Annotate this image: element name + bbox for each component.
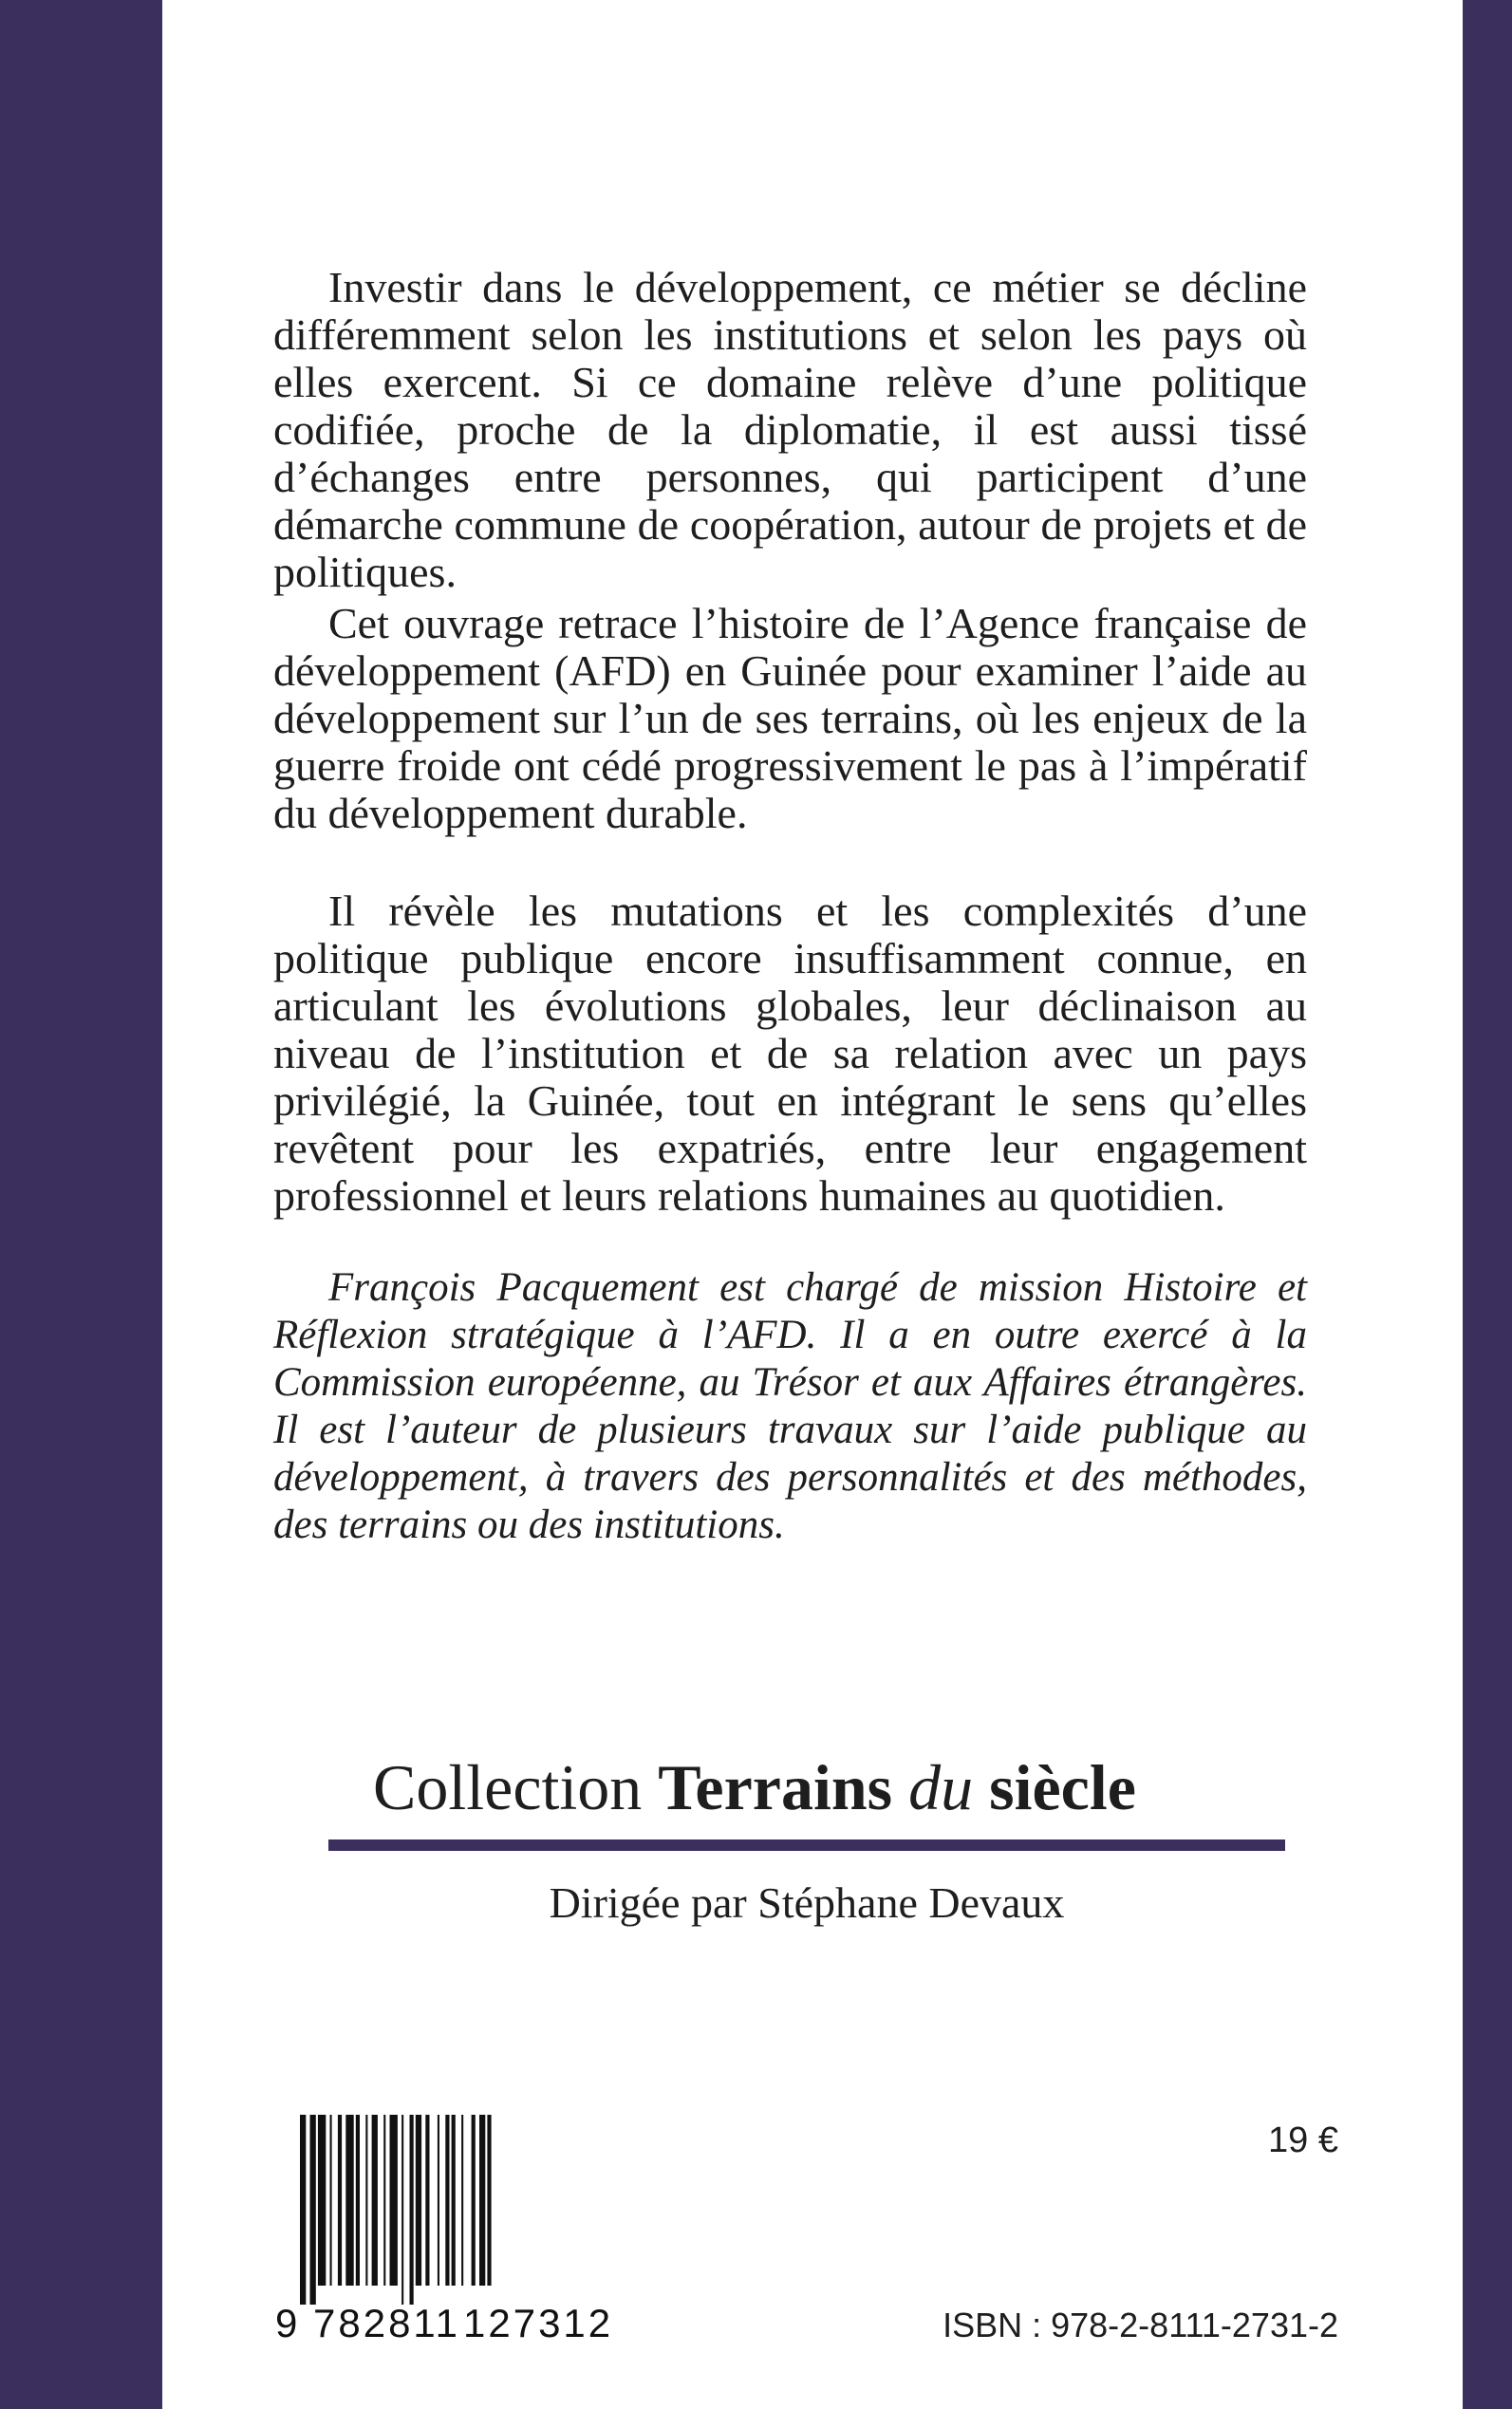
blurb-paragraph-1	[273, 264, 1307, 596]
price-label: 19 €	[1268, 2120, 1338, 2160]
barcode-bar	[300, 2115, 306, 2305]
blurb-paragraph-3	[273, 887, 1307, 1220]
author-bio	[273, 1264, 1307, 1549]
barcode-bar	[372, 2115, 378, 2286]
collection-divider	[328, 1839, 1285, 1851]
barcode-bar	[310, 2115, 316, 2305]
barcode-bar	[318, 2115, 326, 2286]
barcode-bar	[445, 2115, 449, 2286]
left-color-band	[0, 0, 162, 2409]
barcode-bar	[438, 2115, 439, 2286]
barcode-bar	[472, 2115, 476, 2286]
barcode-digit-first: 9	[275, 2301, 298, 2345]
barcode-bar	[390, 2115, 398, 2286]
barcode-digit-group-1: 782811	[313, 2301, 461, 2345]
blurb-text: Investir dans le développement, ce métier se décline différemment selon les institutions et selon les pays où elles exercent. Si ce domaine relève d’une politique codifiée, proche de la diplomatie, il est aussi tissé d’échanges entre personnes, qui participent d’une démarche commune de coopération, autour de projets et de politiques.	[273, 263, 1307, 596]
barcode-icon	[300, 2115, 642, 2305]
barcode-bar	[365, 2115, 367, 2286]
collection-title	[373, 1749, 1227, 1825]
barcode-bar	[410, 2115, 414, 2305]
blurb-paragraph-2	[273, 600, 1307, 837]
barcode-bar	[345, 2115, 353, 2286]
isbn-label: ISBN : 978-2-8111-2731-2	[943, 2306, 1338, 2344]
barcode-digits	[275, 2297, 655, 2350]
blurb-text: Cet ouvrage retrace l’histoire de l’Agence française de développement (AFD) en Guinée pour examiner l’aide au développement sur l’un de ses terrains, où les enjeux de la guerre froide ont cédé progressivement le pas à l’impératif du développement durable.	[273, 599, 1307, 837]
collection-prefix: Collection	[373, 1751, 659, 1823]
barcode-bar	[479, 2115, 485, 2286]
author-bio-text: François Pacquement est chargé de mission Histoire et Réflexion stratégique à l’AFD. Il a en outre exercé à la Commission européenne, au Trésor et aux Affaires étrangères. Il est l’auteur de plusieurs travaux sur l’aide publique au développement, à travers des personnalités et des méthodes, des terrains ou des institutions.	[273, 1265, 1307, 1547]
collection-director: Dirigée par Stéphane Devaux	[549, 1878, 1065, 1927]
barcode-bar	[416, 2115, 421, 2286]
collection-name-terrains: Terrains	[658, 1751, 893, 1823]
barcode-bar	[487, 2115, 491, 2286]
barcode-bar	[452, 2115, 456, 2286]
collection-name-du: du	[908, 1751, 974, 1823]
barcode-bar	[383, 2115, 385, 2286]
barcode-bar	[356, 2115, 360, 2286]
blurb-text: Il révèle les mutations et les complexités d’une politique publique encore insuffisamment connue, en articulant les évolutions globales, leur déclinaison au niveau de l’institution et de sa relation avec un pays privilégié, la Guinée, tout en intégrant le sens qu’elles revêtent pour les expatriés, entre leur engagement professionnel et leurs relations humaines au quotidien.	[273, 887, 1307, 1220]
barcode-bar	[425, 2115, 429, 2286]
barcode-bar	[330, 2115, 332, 2286]
right-color-band	[1463, 0, 1512, 2409]
barcode-bar	[338, 2115, 342, 2286]
barcode-bar	[401, 2115, 403, 2305]
barcode-bar	[461, 2115, 463, 2286]
barcode-digit-group-2: 127312	[463, 2301, 614, 2345]
collection-name-siecle: siècle	[989, 1751, 1136, 1823]
